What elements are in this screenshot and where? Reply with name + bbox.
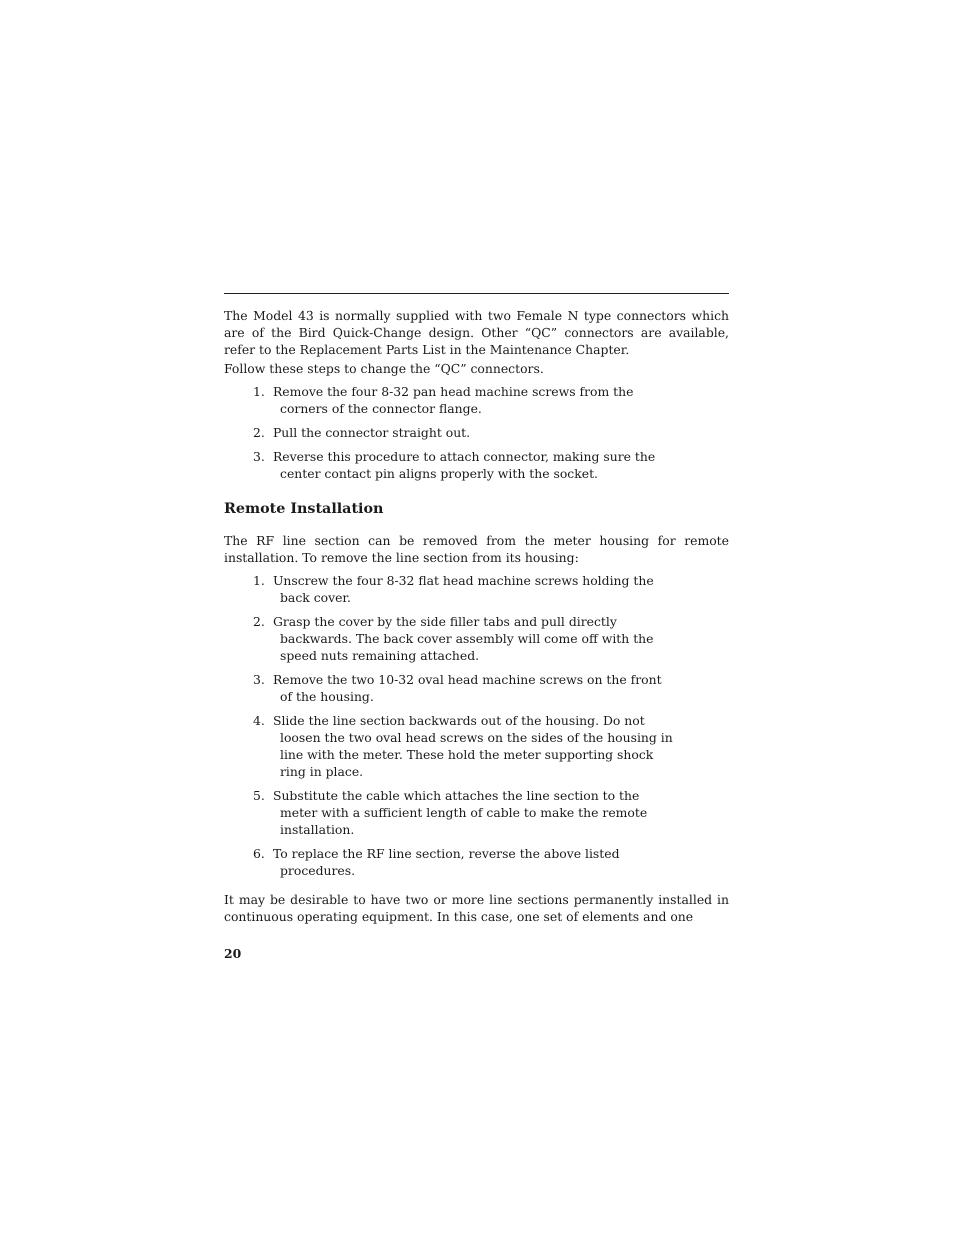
step-text: Pull the connector straight out. xyxy=(272,425,471,440)
list-item xyxy=(253,424,673,441)
step-number: 3. xyxy=(253,672,265,687)
list-item xyxy=(253,448,673,482)
step-number: 5. xyxy=(253,788,265,803)
step-number: 2. xyxy=(253,425,265,440)
step-number: 6. xyxy=(253,846,265,861)
step-text: Grasp the cover by the side filler tabs and pull directly backwards. The back cover assembly will come off with the speed nuts remaining attached. xyxy=(272,614,654,663)
step-text: Slide the line section backwards out of the housing. Do not loosen the two oval head screws on the sides of the housing in line with the meter. These hold the meter supporting shock ring in place. xyxy=(272,713,673,779)
list-item xyxy=(253,787,673,838)
list-item xyxy=(253,383,673,417)
step-text: Remove the four 8-32 pan head machine screws from the corners of the connector flange. xyxy=(272,384,634,416)
step-text: Unscrew the four 8-32 flat head machine screws holding the back cover. xyxy=(272,573,654,605)
remote-paragraph: The RF line section can be removed from the meter housing for remote installation. To remove the line section from its housing: xyxy=(224,533,729,565)
step-number: 4. xyxy=(253,713,265,728)
page-body xyxy=(224,293,729,925)
step-number: 3. xyxy=(253,449,265,464)
closing-paragraph: It may be desirable to have two or more line sections permanently installed in continuous operating equipment. In this case, one set of elements and one xyxy=(224,892,729,924)
page-number: 20 xyxy=(224,946,242,961)
step-number: 1. xyxy=(253,384,265,399)
list-item xyxy=(253,671,673,705)
step-number: 2. xyxy=(253,614,265,629)
list-item xyxy=(253,712,673,780)
list-item xyxy=(253,613,673,664)
step-text: Remove the two 10-32 oval head machine screws on the front of the housing. xyxy=(272,672,662,704)
step-text: Reverse this procedure to attach connector, making sure the center contact pin aligns properly with the socket. xyxy=(272,449,656,481)
intro-follow: Follow these steps to change the “QC” connectors. xyxy=(224,361,544,376)
step-text: Substitute the cable which attaches the line section to the meter with a sufficient length of cable to make the remote installation. xyxy=(272,788,648,837)
qc-steps-list xyxy=(224,383,673,482)
step-text: To replace the RF line section, reverse the above listed procedures. xyxy=(272,846,620,878)
list-item xyxy=(253,572,673,606)
section-heading: Remote Installation xyxy=(224,501,384,517)
step-number: 1. xyxy=(253,573,265,588)
intro-paragraph: The Model 43 is normally supplied with two Female N type connectors which are of the Bird Quick-Change design. Other “QC” connectors are available, refer to the Replacement Parts List in the Maintenance Chapter. xyxy=(224,308,729,357)
list-item xyxy=(253,845,673,879)
top-rule xyxy=(224,293,729,294)
remote-steps-list xyxy=(224,572,673,879)
